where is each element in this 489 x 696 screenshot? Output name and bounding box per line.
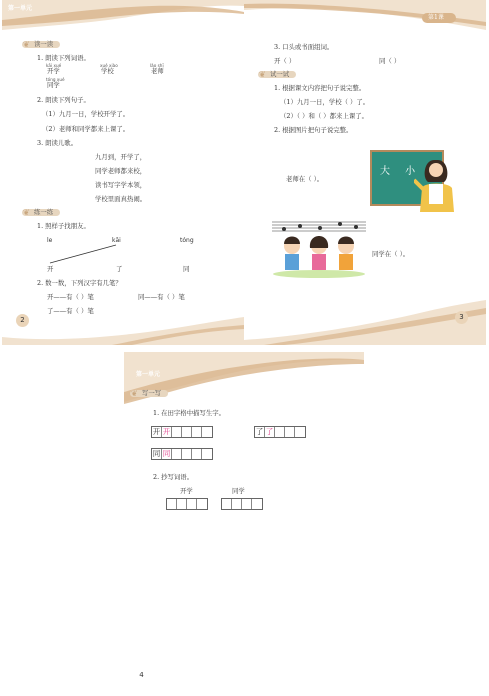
grid-cell[interactable] bbox=[275, 427, 285, 437]
poem-line: 九月到，开学了， bbox=[95, 153, 147, 161]
section-practice: ❦ 练一练 bbox=[22, 208, 62, 217]
page-4 bbox=[124, 352, 364, 692]
match-line bbox=[42, 243, 142, 267]
page-2: 第一单元 ❦ 读一读 1. 朗读下列词语。 kāi xué xué xiào lǎo shī 开学 学校 老师 tóng xué 同学 2. 朗读下列句子。 （1）九月一日，学校开学了。 （2）老师和同学都来上课了。 3. 朗读儿歌。 九月到，开学了， 同学老师都来校， 读书写字学本领， 学校里面真热闹。 ❦ 练一练 1. 照样子找朋友。 le kāi tóng 开 了 同 2. 数一数，下列汉字有几笔？ 开——有（ ）笔 同——有（ ）笔 了——有（ ）笔 2 bbox=[2, 0, 244, 345]
grid-cell-trace[interactable]: 了 bbox=[265, 427, 274, 436]
sentence: （2）（ ）和（ ）都来上课了。 bbox=[280, 112, 369, 120]
tianzige-row-le bbox=[254, 426, 306, 438]
grid-cell[interactable] bbox=[197, 499, 207, 509]
grid-cell[interactable] bbox=[202, 449, 212, 459]
grid-cell[interactable] bbox=[167, 499, 177, 509]
grid-cell[interactable] bbox=[202, 427, 212, 437]
copy-grid-tongxue bbox=[221, 498, 263, 510]
s2-title: 2. 根据图片把句子说完整。 bbox=[274, 126, 353, 134]
grid-cell[interactable] bbox=[192, 427, 202, 437]
section-try: ❦ 试一试 bbox=[258, 70, 298, 79]
fill-blank: 同（ ） bbox=[379, 57, 401, 65]
copy-word: 同学 bbox=[232, 487, 245, 495]
q3-title: 3. 口头或书面组词。 bbox=[274, 43, 334, 51]
w1-title: 1. 在田字格中描写生字。 bbox=[153, 409, 226, 417]
grid-cell-trace[interactable]: 同 bbox=[162, 449, 171, 458]
singing-children bbox=[270, 218, 368, 278]
match-char: 了 bbox=[116, 265, 123, 273]
fill-blank: 开（ ） bbox=[274, 57, 296, 65]
grid-cell-trace[interactable]: 开 bbox=[162, 427, 171, 436]
section-read: ❦ 读一读 bbox=[22, 40, 62, 49]
sentence-students: 同学在（ ）。 bbox=[372, 250, 410, 258]
sentence: （1）九月一日，学校（ ）了。 bbox=[280, 98, 370, 106]
header-wave bbox=[2, 0, 244, 30]
grid-cell[interactable] bbox=[222, 499, 232, 509]
students-illustration bbox=[270, 218, 368, 278]
stroke-count: 同——有（ ）笔 bbox=[138, 293, 185, 301]
leaf-icon: ❦ bbox=[259, 70, 266, 79]
match-char: 同 bbox=[183, 265, 190, 273]
sentence: （2）老师和同学都来上课了。 bbox=[42, 125, 130, 133]
tianzige-row-tong bbox=[151, 448, 213, 460]
w2-title: 2. 抄写词语。 bbox=[153, 473, 194, 481]
grid-cell: 同 bbox=[152, 449, 161, 458]
q1-title: 1. 朗读下列词语。 bbox=[37, 54, 90, 62]
stroke-count: 了——有（ ）笔 bbox=[47, 307, 94, 315]
grid-cell[interactable] bbox=[285, 427, 295, 437]
grid-cell[interactable] bbox=[172, 449, 182, 459]
word: 同学 bbox=[47, 81, 60, 89]
practice-q1-title: 1. 照样子找朋友。 bbox=[37, 222, 90, 230]
copy-word: 开学 bbox=[180, 487, 193, 495]
word: 开学 bbox=[47, 67, 60, 75]
sentence-teacher: 老师在（ ）。 bbox=[286, 175, 324, 183]
poem-line: 同学老师都来校， bbox=[95, 167, 147, 175]
page-number: 2 bbox=[16, 314, 29, 327]
teacher-illustration bbox=[370, 150, 460, 212]
grid-cell[interactable] bbox=[182, 427, 192, 437]
grid-cell[interactable] bbox=[172, 427, 182, 437]
footer-wave bbox=[2, 315, 244, 345]
page-number: 4 bbox=[139, 671, 144, 679]
tianzige-row-kai bbox=[151, 426, 213, 438]
page-3 bbox=[244, 0, 486, 345]
q3-title: 3. 朗读儿歌。 bbox=[37, 139, 78, 147]
copy-grid-kaixue bbox=[166, 498, 208, 510]
grid-cell: 开 bbox=[152, 427, 161, 436]
word: 学校 bbox=[101, 67, 114, 75]
q2-title: 2. 朗读下列句子。 bbox=[37, 96, 90, 104]
poem-line: 读书写字学本领， bbox=[95, 181, 147, 189]
teacher-figure bbox=[414, 150, 460, 212]
practice-q2-title: 2. 数一数，下列汉字有几笔？ bbox=[37, 279, 122, 287]
leaf-icon: ❦ bbox=[23, 40, 30, 49]
page-number: 3 bbox=[455, 311, 468, 324]
grid-cell: 了 bbox=[255, 427, 264, 436]
lesson-tag: 第1课 bbox=[422, 13, 456, 23]
grid-cell[interactable] bbox=[232, 499, 242, 509]
match-char: 开 bbox=[47, 265, 54, 273]
header-wave bbox=[124, 352, 364, 412]
grid-cell[interactable] bbox=[242, 499, 252, 509]
sentence: （1）九月一日，学校开学了。 bbox=[42, 110, 130, 118]
stroke-count: 开——有（ ）笔 bbox=[47, 293, 94, 301]
grid-cell[interactable] bbox=[192, 449, 202, 459]
poem-line: 学校里面真热闹。 bbox=[95, 195, 147, 203]
grid-cell[interactable] bbox=[295, 427, 305, 437]
blackboard: 大 小 bbox=[370, 150, 444, 206]
footer-wave bbox=[244, 300, 486, 345]
word: 老师 bbox=[151, 67, 164, 75]
grid-cell[interactable] bbox=[182, 449, 192, 459]
unit-label: 第一单元 bbox=[136, 371, 161, 378]
grid-cell[interactable] bbox=[177, 499, 187, 509]
grid-cell[interactable] bbox=[187, 499, 197, 509]
leaf-icon: ❦ bbox=[23, 208, 30, 217]
grid-cell[interactable] bbox=[252, 499, 262, 509]
section-write: ❦ 写一写 bbox=[130, 389, 170, 398]
leaf-icon: ❦ bbox=[131, 389, 138, 398]
unit-label: 第一单元 bbox=[8, 5, 33, 12]
s1-title: 1. 根据课文内容把句子说完整。 bbox=[274, 84, 366, 92]
